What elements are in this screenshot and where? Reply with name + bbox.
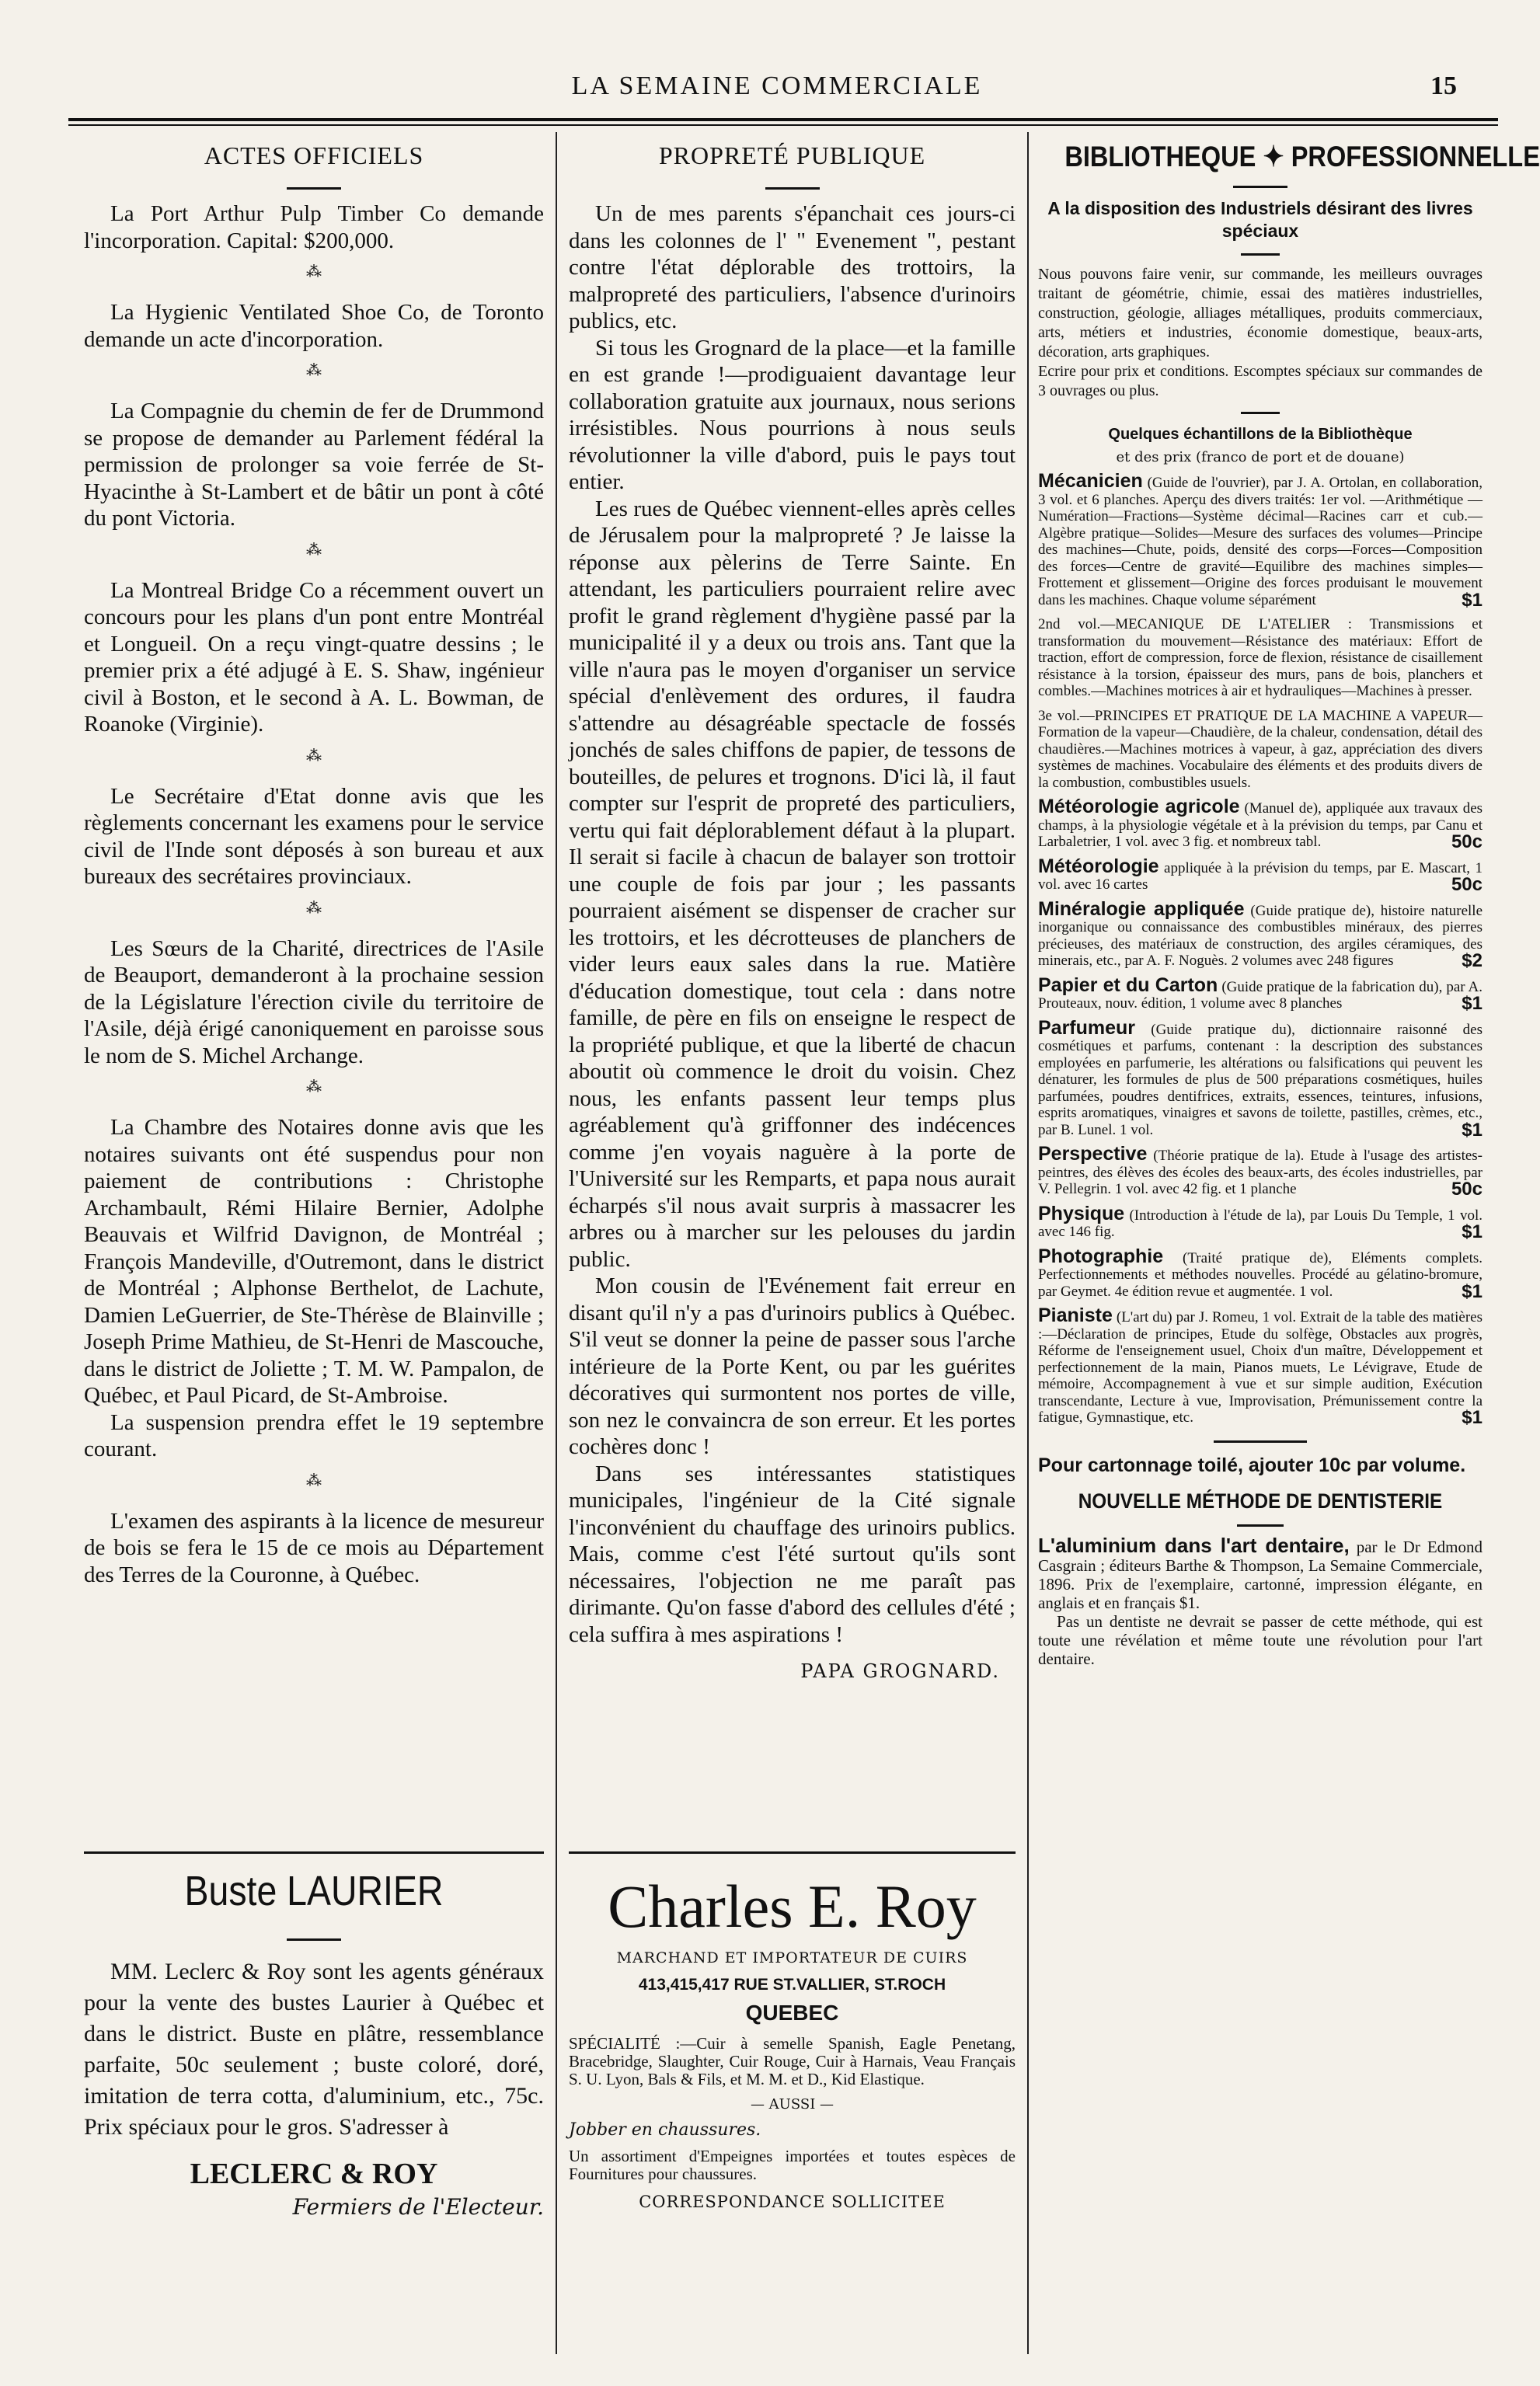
ad-assortment: Un assortiment d'Empeignes importées et toutes espèces de Fournitures pour chaussures.: [569, 2147, 1016, 2183]
ad-correspondance: CORRESPONDANCE SOLLICITEE: [639, 2193, 946, 2211]
book-title: Parfumeur: [1038, 1016, 1136, 1039]
article-paragraph: La suspension prendra effet le 19 septembre courant.: [84, 1409, 544, 1461]
ad-firm: LECLERC & ROY: [190, 2158, 438, 2190]
divider: [1241, 412, 1280, 414]
ad-title: Charles E. Roy: [608, 1872, 977, 1940]
book-entry: [1038, 1202, 1483, 1242]
divider: [765, 187, 820, 190]
ad-title: Buste LAURIER: [184, 1868, 444, 1914]
stars-divider: ⁂: [306, 262, 322, 280]
charles-roy-ad: [569, 1861, 1016, 2358]
ad-address: 413,415,417 RUE ST.VALLIER, ST.ROCH: [638, 1976, 946, 1994]
section-rule: [569, 1851, 1016, 1854]
book-title: Minéralogie appliquée: [1038, 897, 1245, 920]
biblio-intro: Nous pouvons faire venir, sur commande, les meilleurs ouvrages traitant de géométrie, chimie, essai des matières industrielles, construction, géologie, alliages métalliques, produits commerciaux, arts, métiers et industries, économie domestique, beaux-arts, décoration, arts graphiques.: [1038, 266, 1483, 361]
book-title: Perspective: [1038, 1143, 1148, 1165]
book-price: $1: [1462, 1221, 1483, 1242]
divider: [1214, 1440, 1307, 1443]
book-entry: [1038, 470, 1483, 611]
ad-body: MM. Leclerc & Roy sont les agents généraux pour la vente des bustes Laurier à Québec et dans le district. Buste en plâtre, ressemblance parfaite, 50c seulement ; buste coloré, doré, imitation de terra cotta, d'aluminium, etc., 75c. Prix spéciaux pour le gros. S'adresser à: [84, 1959, 544, 2140]
book-entry: [1038, 616, 1483, 700]
article-paragraph: Un de mes parents s'épanchait ces jours-ci dans les colonnes de l' " Evenement ", pestant contre l'état déplorable des trottoirs, la malpropreté des particuliers, l'absence d'urinoirs publics, etc.: [569, 201, 1016, 333]
signature: PAPA GROGNARD.: [800, 1660, 1000, 1682]
book-desc: 2nd vol.—MECANIQUE DE L'ATELIER : Transmissions et transformation du mouvement—Résistance des matériaux: Effort de traction, effort de compression, force de flexion, résistance de cisaillement résistance à la torsion, épaisseur des murs, pans de bois, planchers et combles.—Machines motrices à air et hydrauliques—Machines à presser.: [1038, 616, 1483, 699]
stars-divider: ⁂: [306, 1077, 322, 1095]
page-header: [70, 71, 1484, 118]
book-price: $1: [1462, 993, 1483, 1014]
book-entry: [1038, 974, 1483, 1014]
header-rule-thin: [68, 124, 1498, 126]
book-price: $1: [1462, 1280, 1483, 1302]
article-paragraph: Les Sœurs de la Charité, directrices de l'Asile de Beauport, demanderont à la prochaine session de la Législature l'érection civile du territoire de l'Asile, déjà érigé canoniquement en paroisse sous le nom de S. Michel Archange.: [84, 935, 544, 1068]
book-price: $2: [1462, 950, 1483, 971]
buste-laurier-ad: [84, 1861, 544, 2358]
bibliotheque-column: [1038, 134, 1540, 2363]
article-paragraph: La Compagnie du chemin de fer de Drummond se propose de demander au Parlement fédéral la permission de prolonger sa voie ferrée de St-Hyacinthe à St-Lambert et de bâtir un pont à côté du pont Victoria.: [84, 399, 544, 531]
ad-subtitle: MARCHAND ET IMPORTATEUR DE CUIRS: [616, 1949, 968, 1966]
book-desc: (Guide de l'ouvrier), par J. A. Ortolan, en collaboration, 3 vol. et 6 planches. Aperçu des divers traités: 1er vol. —Arithmétique —Numération—Fractions—Système décimal—Racines carr et cub.—Algèbre pratique—Solides—Mesure des surfaces des volumes—Principe des machines—Chute, poids, densité des corps—Forces—Composition des forces—Centre de gravité—Equilibre des machines simples—Frottement et glissement—Origine des forces produisant le mouvement dans les machines. Chaque volume séparément: [1038, 475, 1483, 608]
stars-divider: ⁂: [306, 897, 322, 917]
ad-aussi: — AUSSI —: [750, 2096, 834, 2113]
divider: [1237, 1524, 1284, 1527]
actes-officiels-column: [84, 134, 544, 1843]
stars-divider: ⁂: [306, 745, 322, 765]
book-price: $1: [1462, 589, 1483, 611]
ad-jobber: Jobber en chaussures.: [569, 2120, 761, 2140]
book-entry: [1038, 897, 1483, 971]
book-desc: (Introduction à l'étude de la), par Louis Du Temple, 1 vol. avec 146 fig.: [1038, 1207, 1483, 1240]
book-entry: [1038, 855, 1483, 895]
section-title: ACTES OFFICIELS: [204, 141, 424, 169]
divider: [1233, 186, 1287, 188]
aluminium-title: L'aluminium dans l'art dentaire,: [1038, 1533, 1350, 1557]
column-separator: [556, 132, 557, 2354]
stars-divider: ⁂: [306, 539, 322, 559]
stars-divider: ⁂: [306, 1470, 322, 1489]
article-paragraph: La Montreal Bridge Co a récemment ouvert un concours pour les plans d'un pont entre Montréal et Longueil. On a reçu vingt-quatre dessins ; le premier prix a été adjugé à E. S. Shaw, ingénieur civil à Boston, et le second à A. L. Bowman, de Roanoke (Virginie).: [84, 577, 544, 737]
book-desc: (L'art du) par J. Romeu, 1 vol. Extrait de la table des matières :—Déclaration de principes, Etude du solfège, Obstacles aux progrès, Réforme de l'enseignement usuel, Choix d'un maître, Développement et perfectionnement de la main, Pianos muets, Le Lévigrave, Etude de mémoire, Accompagnement à vue et sur simple audition, Exécution transcendante, Lecture à vue, Improvisation, Prémunissement contre la fatigue, Gymnastique, etc.: [1038, 1309, 1483, 1426]
book-desc: (Manuel de), appliquée aux travaux des champs, à la physiologie végétale et à la prévision du temps, par Canu et Larbaletrier, 1 vol. avec 3 fig. et nombreux tabl.: [1038, 800, 1483, 850]
article-paragraph: La Hygienic Ventilated Shoe Co, de Toronto demande un acte d'incorporation.: [84, 300, 544, 352]
book-desc: 3e vol.—PRINCIPES ET PRATIQUE DE LA MACHINE A VAPEUR—Formation de la vapeur—Chaudière, de la chaleur, condensation, détail des chaudières.—Machines motrices à vapeur, à gaz, appréciation des divers systèmes de machines. Vocabulaire des éléments et des produits divers de la combustion, combustibles usuels.: [1038, 707, 1483, 791]
divider: [1241, 253, 1280, 256]
article-paragraph: Si tous les Grognard de la place—et la famille en est grande !—prodiguaient davantage leur collaboration gratuite aux journaux, nous serions irrésistibles. Nous pourrions à nous seuls révolutionner la ville d'abord, puis le pays tout entier.: [569, 335, 1016, 494]
book-desc: (Guide pratique de), histoire naturelle inorganique ou connaissance des combustibles minéraux, des pierres précieuses, des matériaux de construction, des argiles céramiques, des minerais, etc., par A. F. Noguès. 2 volumes avec 248 figures: [1038, 902, 1483, 969]
column-separator: [1027, 132, 1029, 2354]
aluminium-note: Pas un dentiste ne devrait se passer de cette méthode, qui est toute une révélation et même toute une révolution pour l'art dentaire.: [1038, 1611, 1483, 1668]
article-paragraph: La Chambre des Notaires donne avis que les notaires suivants ont été suspendus pour non paiement de contributions : Christophe Archambault, Rémi Hilaire Bernier, Adolphe Beauvais et Wilfrid Davignon, de Montréal ; François Mandeville, d'Outremont, dans le district de Montréal ; Alphonse Berthelot, de Lachute, Damien LeGuerrier, de Ste-Thérèse de Blainville ; Joseph Prime Mathieu, de St-Henri de Mascouche, dans le district de Joliette ; T. M. W. Pampalon, de Québec, et Paul Picard, de St-Ambroise.: [84, 1115, 544, 1408]
book-title: Pianiste: [1038, 1304, 1113, 1326]
article-paragraph: La Port Arthur Pulp Timber Co demande l'incorporation. Capital: $200,000.: [84, 201, 544, 253]
article-paragraph: Dans ses intéressantes statistiques municipales, l'ingénieur de la Cité signale l'inconvénient du chauffage des urinoirs publics. Mais, comme c'est l'été surtout qu'ils sont nécessaires, l'objection ne me paraît pas dirimante. Qu'on fasse d'abord des cellules d'été ; cela suffira à mes aspirations !: [569, 1461, 1016, 1647]
book-price: 50c: [1451, 874, 1483, 895]
book-price: 50c: [1451, 1179, 1483, 1200]
book-entry: [1038, 796, 1483, 852]
article-paragraph: Mon cousin de l'Evénement fait erreur en disant qu'il n'y a pas d'urinoirs publics à Québec. S'il veut se donner la peine de passer sous l'arche intérieure de la Porte Kent, ou par les guérites décoratives qui surmontent nos portes de ville, son nez le convaincra de son erreur. Et les portes cochères donc !: [569, 1273, 1016, 1459]
dentisterie-title: NOUVELLE MÉTHODE DE DENTISTERIE: [1078, 1489, 1443, 1513]
divider: [287, 1938, 341, 1941]
book-price: $1: [1462, 1407, 1483, 1428]
book-title: Physique: [1038, 1202, 1125, 1224]
book-price: 50c: [1451, 831, 1483, 852]
divider: [287, 187, 341, 190]
samples-title: Quelques échantillons de la Bibliothèque: [1108, 426, 1413, 443]
page-number: 15: [1430, 71, 1457, 100]
section-title: PROPRETÉ PUBLIQUE: [658, 141, 926, 169]
ad-city: QUEBEC: [745, 2001, 839, 2025]
aluminium-desc: par le Dr Edmond Casgrain ; éditeurs Barthe & Thompson, La Semaine Commerciale, 1896. Prix de l'exemplaire, cartonné, impression élégante, en anglais et en français $1.: [1038, 1537, 1483, 1612]
header-rule: [68, 118, 1498, 121]
book-title: Météorologie: [1038, 855, 1159, 877]
page-title: LA SEMAINE COMMERCIALE: [571, 71, 983, 100]
book-entry: [1038, 1016, 1483, 1141]
section-title: BIBLIOTHEQUE ✦ PROFESSIONNELLE: [1064, 141, 1540, 172]
book-entry: [1038, 708, 1483, 792]
book-desc: (Guide pratique du), dictionnaire raisonné des cosmétiques et parfums, contenant : la description des substances employées en parfumerie, les altérations ou falsifications qui peuvent les dénaturer, les formules de plus de 500 préparations cosmétiques, huiles parfumées, poudres dentifrices, extraits, essences, teintures, infusions, esprits aromatiques, vinaigres et savons de toilette, pastilles, crèmes, etc., par B. Lunel. 1 vol.: [1038, 1021, 1483, 1138]
proprete-publique-column: [569, 134, 1016, 1843]
book-title: Photographie: [1038, 1245, 1164, 1267]
book-desc: (Traité pratique de), Eléments complets. Perfectionnements et méthodes nouvelles. Procédé au gélatino-bromure, par Geymet. 4e édition revue et augmentée. 1 vol.: [1038, 1249, 1483, 1300]
biblio-intro2: Ecrire pour prix et conditions. Escomptes spéciaux sur commandes de 3 ouvrages ou plus.: [1038, 363, 1483, 399]
ad-firm-sub: Fermiers de l'Electeur.: [292, 2194, 544, 2220]
book-entry: [1038, 1143, 1483, 1200]
article-paragraph: L'examen des aspirants à la licence de mesureur de bois se fera le 15 de ce mois au Département des Terres de la Couronne, à Québec.: [84, 1508, 544, 1587]
article-paragraph: Le Secrétaire d'Etat donne avis que les règlements concernant les examens pour le service civil de l'Inde sont déposés à son bureau et aux bureaux des secrétaires provinciaux.: [84, 783, 544, 889]
book-desc: appliquée à la prévision du temps, par E. Mascart, 1 vol. avec 16 cartes: [1038, 859, 1483, 893]
book-desc: (Guide pratique de la fabrication du), par A. Prouteaux, nouv. édition, 1 volume avec 8 planches: [1038, 978, 1483, 1012]
book-title: Mécanicien: [1038, 470, 1143, 492]
section-rule: [84, 1851, 544, 1854]
book-price: $1: [1462, 1119, 1483, 1141]
book-title: Papier et du Carton: [1038, 974, 1218, 996]
cartonnage-note: Pour cartonnage toilé, ajouter 10c par volume.: [1038, 1454, 1466, 1476]
article-paragraph: Les rues de Québec viennent-elles après celles de Jérusalem pour la malpropreté ? Je laisse la réponse aux pèlerins de Terre Sainte. En attendant, les particuliers pourraient relire avec profit le grand règlement d'hygiène passé par la municipalité il y a deux ou trois ans. Tant que la ville n'aura pas le moyen d'organiser un service spécial d'enlèvement des ordures, il faudra s'attendre au désagréable spectacle de fossés jonchés de sales chiffons de papier, de tessons de bouteilles, de pelures et trognons. D'ici là, il faut compter sur l'esprit de propreté des particuliers, vertu qui fait déplorablement défaut à la plupart. Il serait si facile à chacun de balayer son trottoir une couple de fois par jour ; les passants pourraient aisément se dispenser de cracher sur les trottoirs, et les décrotteuses de planchers de vider leurs eaux sales dans la rue. Matière d'éducation domestique, tout cela : dans notre famille, de père en fils on enseigne le respect de la propriété publique, et que la liberté de chacun aboutit où commence le droit du voisin. Chez nous, les enfants passent leur temps plus agréablement qu'à griffonner des indécences comme j'en voyais naguère à la porte de l'Université sur les Remparts, et papa nous aurait écharpés s'il nous avait surpris à massacrer les arbres ou à marcher sur les pelouses du jardin public.: [569, 496, 1016, 1272]
samples-subtitle: et des prix (franco de port et de douane): [1116, 449, 1405, 465]
biblio-subtitle: A la disposition des Industriels désirant des livres spéciaux: [1047, 198, 1473, 241]
book-entry: [1038, 1245, 1483, 1302]
stars-divider: ⁂: [306, 361, 322, 379]
ad-specialite: SPÉCIALITÉ :—Cuir à semelle Spanish, Eagle Penetang, Bracebridge, Slaughter, Cuir Rouge, Cuir à Harnais, Veau Français S. U. Lyon, Bals & Fils, et M. M. et D., Kid Elastique.: [569, 2034, 1016, 2088]
book-desc: (Théorie pratique de la). Etude à l'usage des artistes-peintres, des élèves des écoles des beaux-arts, des écoles industrielles, par V. Pellegrin. 1 vol. avec 42 fig. et 1 planche: [1038, 1148, 1483, 1197]
book-title: Météorologie agricole: [1038, 796, 1240, 817]
book-entry: [1038, 1304, 1483, 1428]
